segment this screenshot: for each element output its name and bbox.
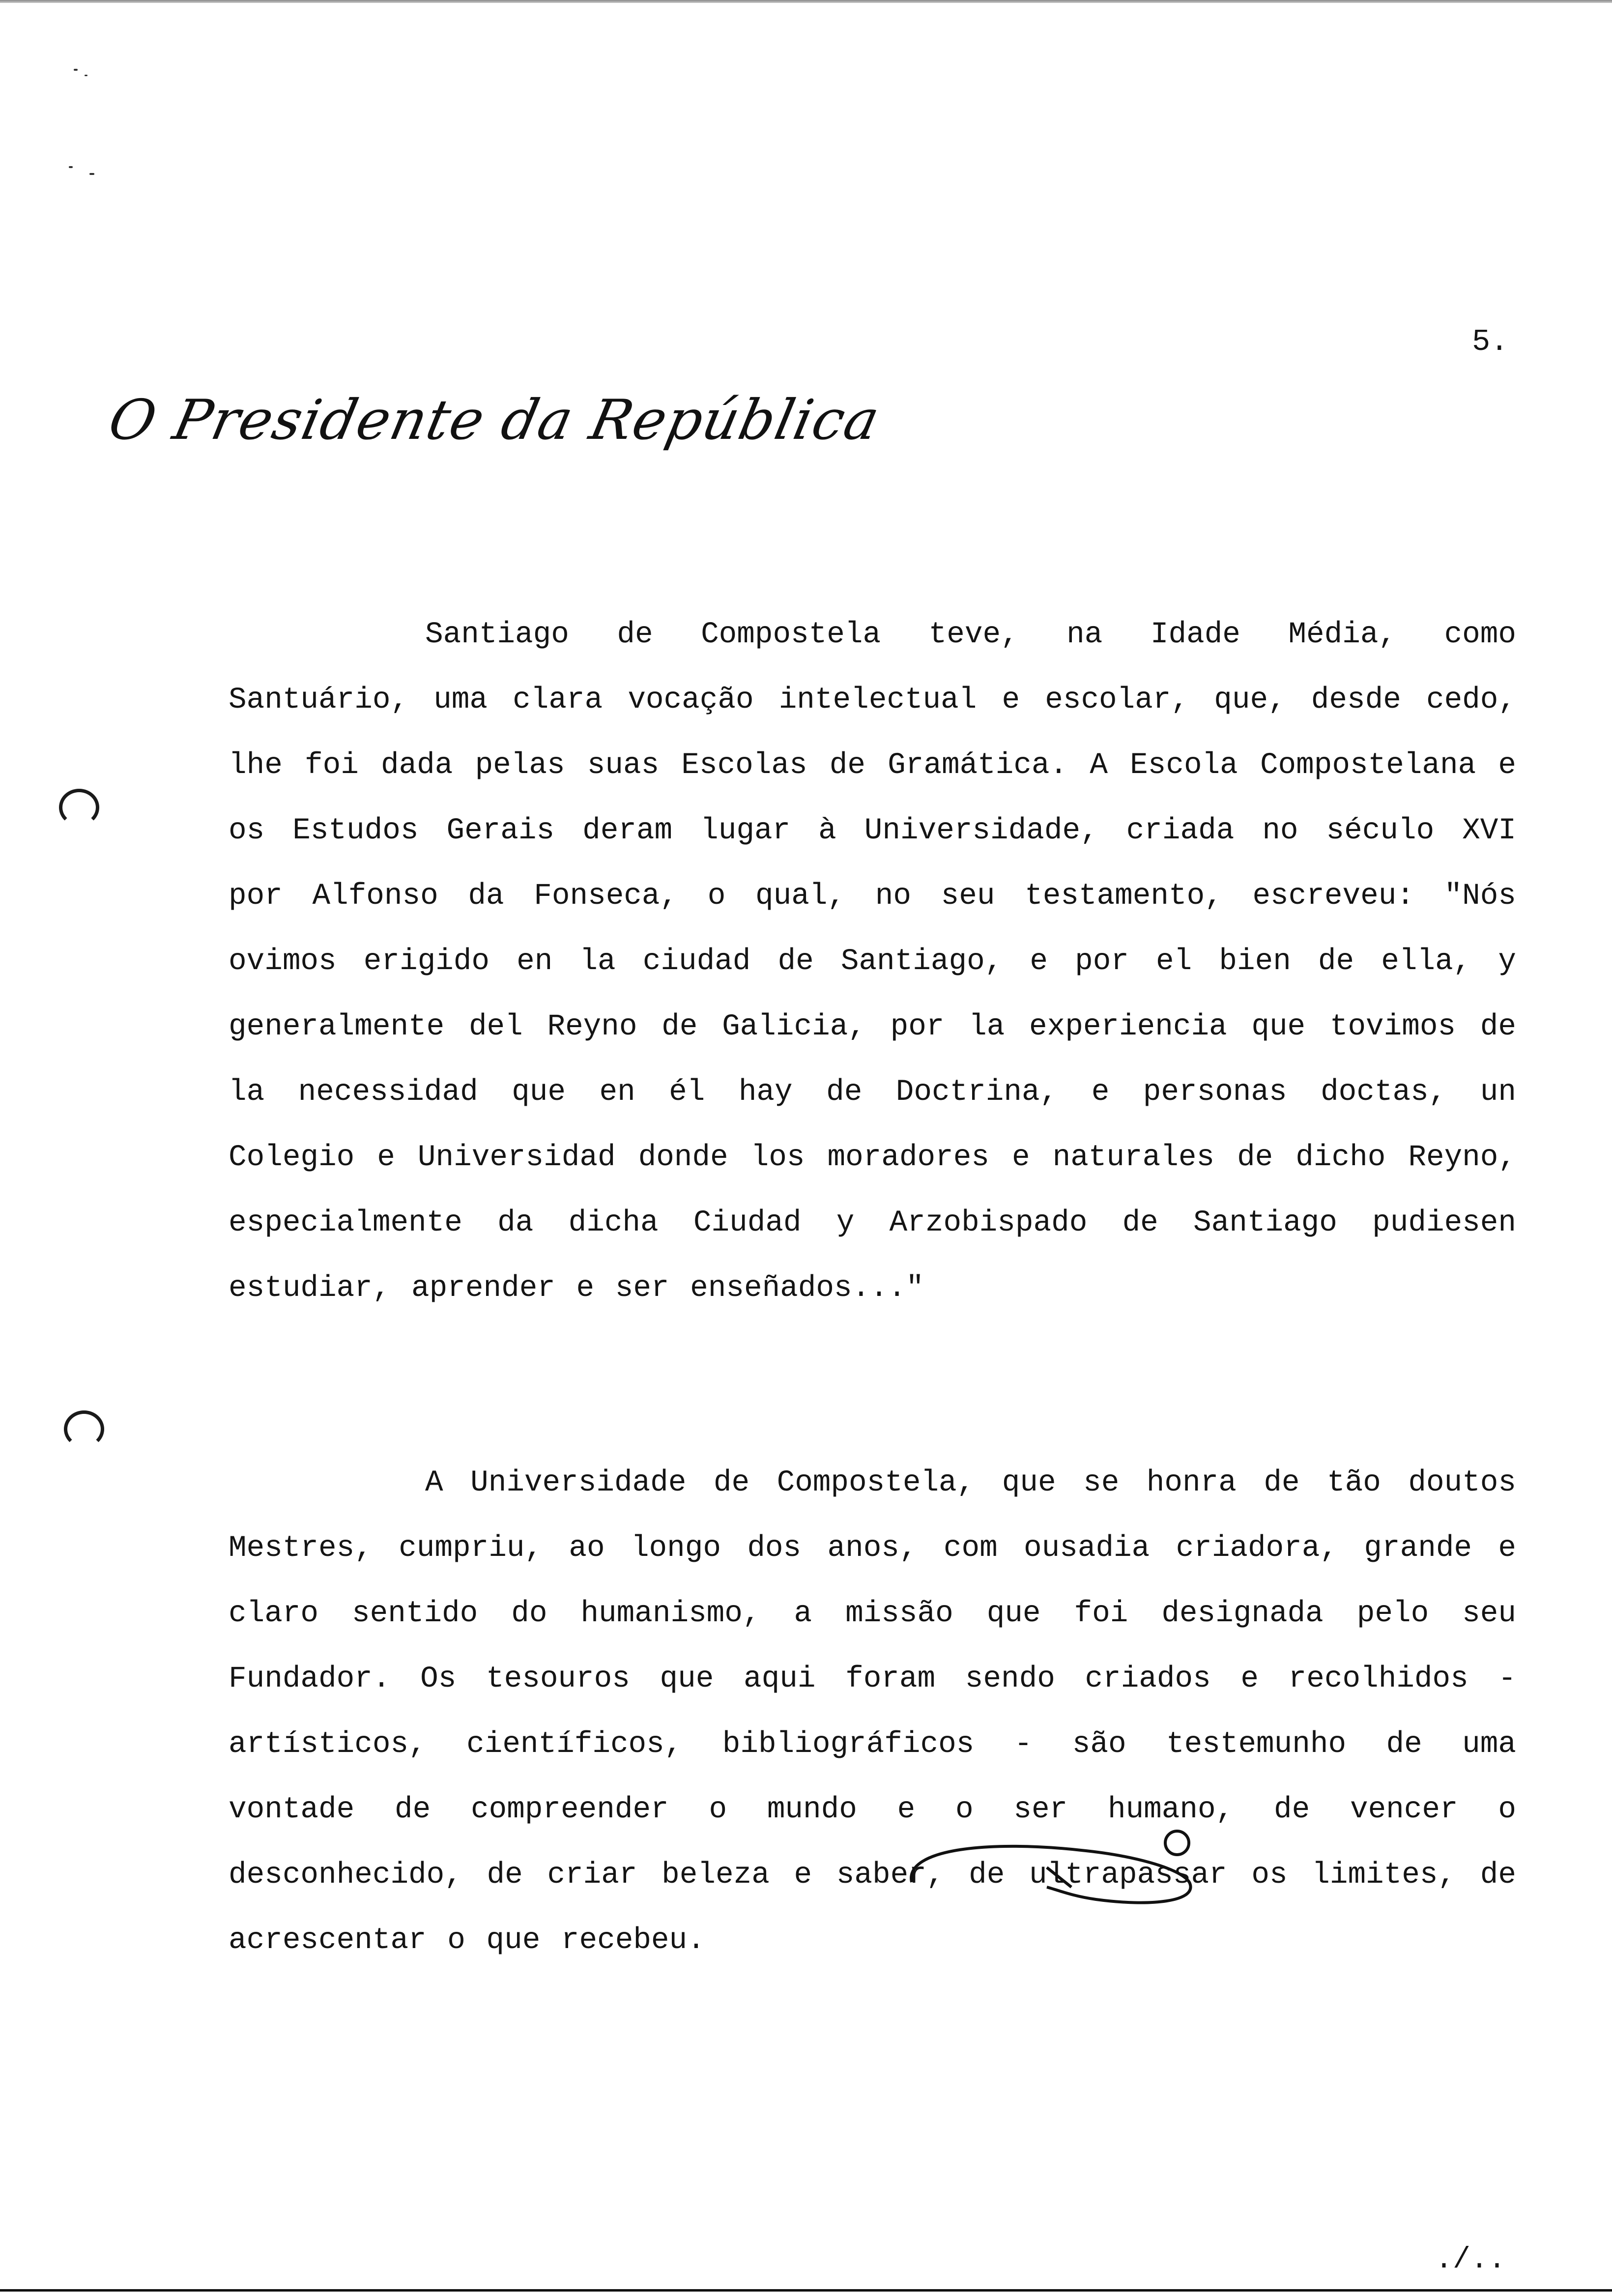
scan-speck — [85, 75, 87, 76]
punch-hole — [64, 1410, 104, 1448]
scan-top-edge — [0, 0, 1612, 3]
body-paragraph: A Universidade de Compostela, que se honra de tão doutos Mestres, cumpriu, ao longo dos anos, com ousadia criadora, grande e claro sentido do humanismo, a missão que foi designada pelo seu Fundador. Os tesouros que aqui foram sendo criados e recolhidos - artísticos, científicos, bibliográficos - são testemunho de uma vontade de compreender o mundo e o ser humano, de vencer o desconhecido, de criar beleza e saber, de ultrapassar os limites, de acrescentar o que recebeu. — [229, 1466, 1516, 1957]
scan-bottom-edge — [0, 2289, 1612, 2292]
letterhead-title: O Presidente da República — [103, 388, 886, 452]
body-paragraph: Santiago de Compostela teve, na Idade Média, como Santuário, uma clara vocação intelectual e escolar, que, desde cedo, lhe foi dada pelas suas Escolas de Gramática. A Escola Compostelana e os Estudos Gerais deram lugar à Universidade, criada no século XVI por Alfonso da Fonseca, o qual, no seu testamento, escreveu: "Nós ovimos erigido en la ciudad de Santiago, e por el bien de ella, y generalmente del Reyno de Galicia, por la experiencia que tovimos de la necessidad que en él hay de Doctrina, e personas doctas, un Colegio e Universidad donde los moradores e naturales de dicho Reyno, especialmente da dicha Ciudad y Arzobispado de Santiago pudiesen estudiar, aprender e ser enseñados..." — [229, 618, 1516, 1305]
scan-speck — [89, 173, 94, 175]
continuation-mark: ./.. — [1435, 2243, 1506, 2277]
punch-hole — [59, 789, 99, 826]
page-number: 5. — [1472, 324, 1509, 359]
scan-speck — [74, 69, 78, 71]
scan-speck — [69, 166, 73, 168]
